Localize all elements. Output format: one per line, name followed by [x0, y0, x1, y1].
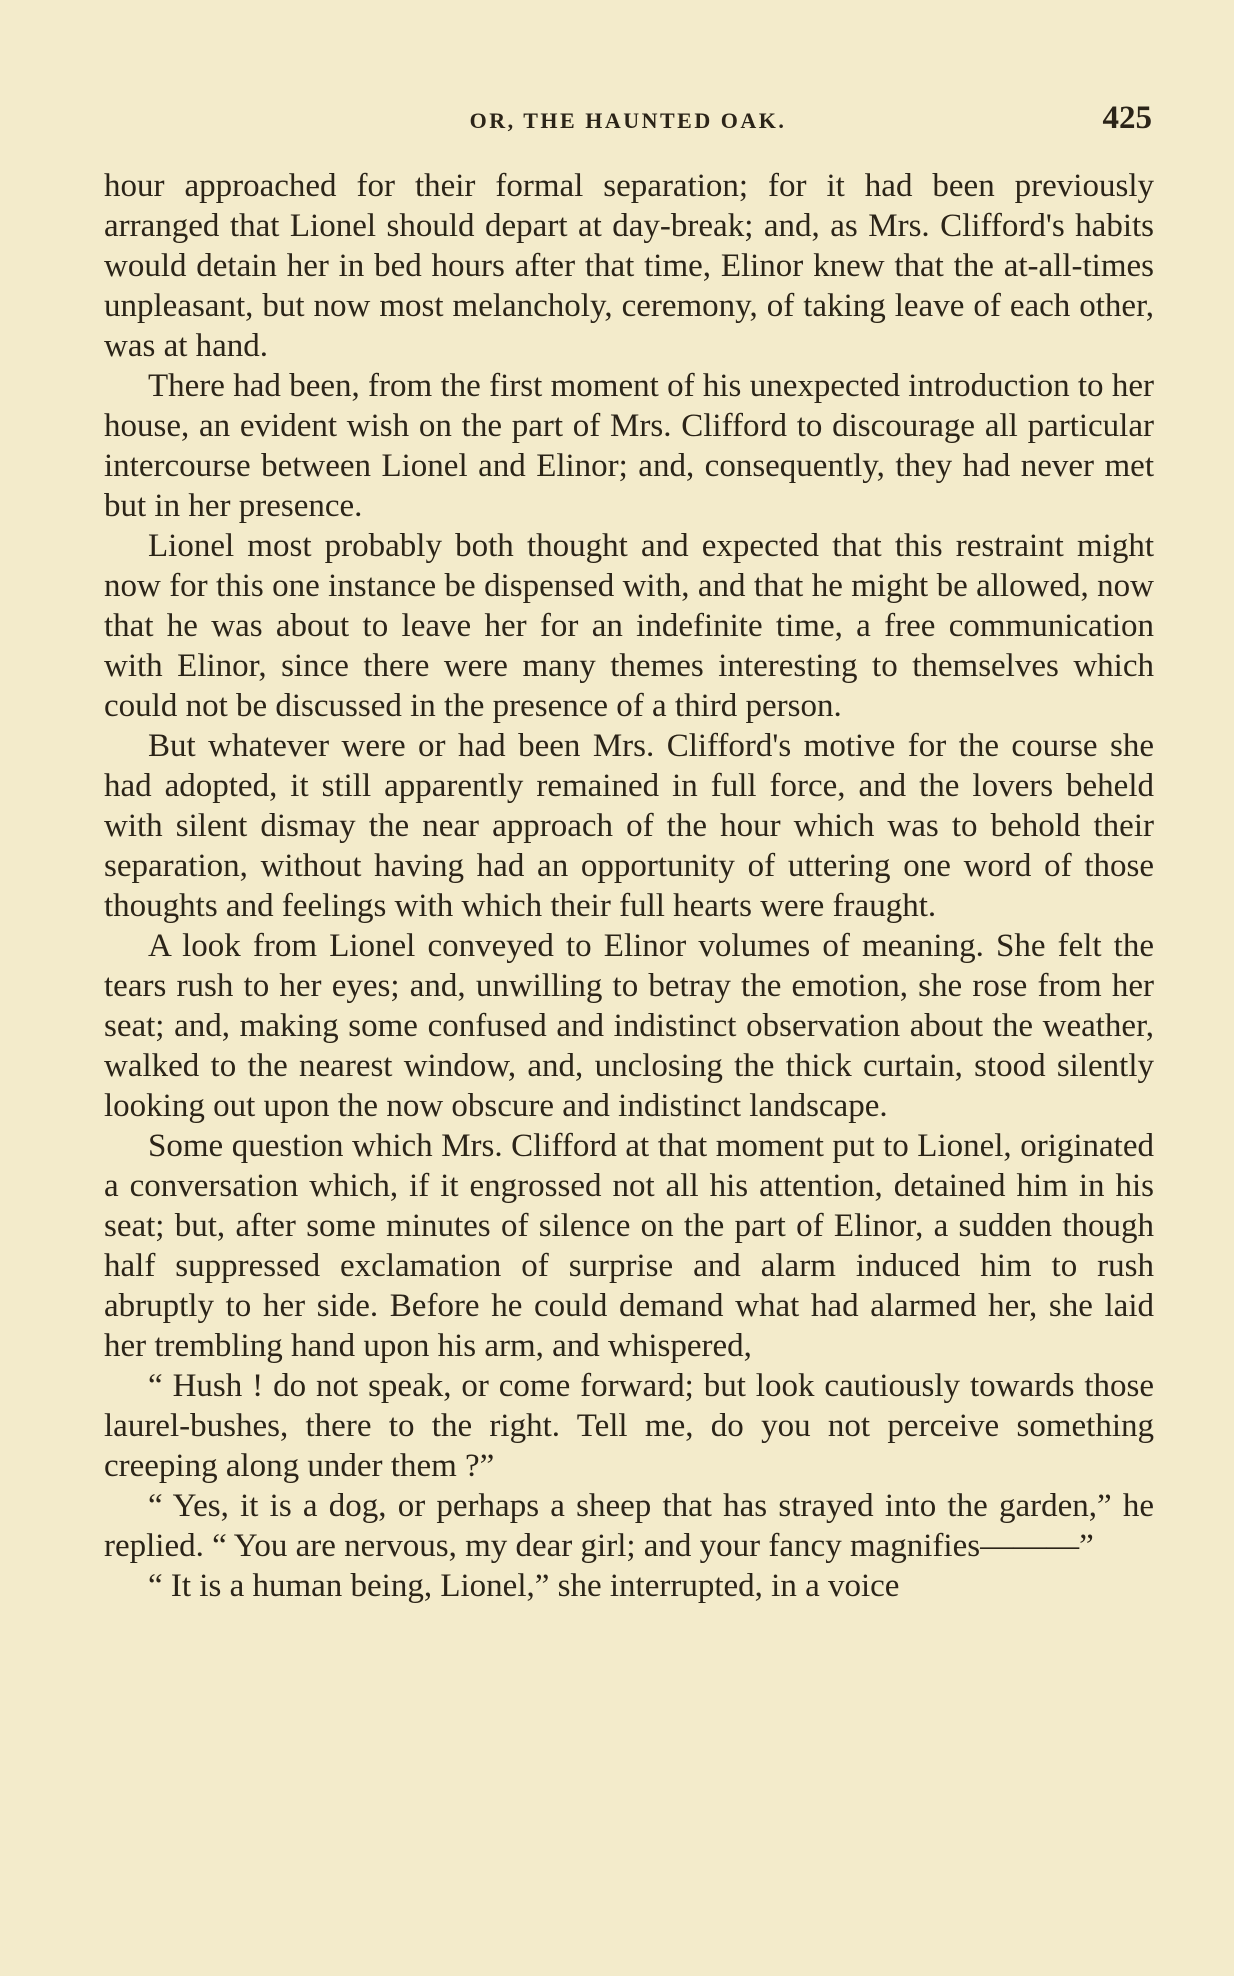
page-number: 425 — [1102, 100, 1152, 136]
page-header — [104, 96, 1152, 146]
paragraph: Some question which Mrs. Clifford at that moment put to Lionel, originated a conversation which, if it engrossed not all his attention, detained him in his seat; but, after some minutes of silence on the part of Elinor, a sudden though half suppressed exclamation of surprise and alarm induced him to rush abruptly to her side. Before he could demand what had alarmed her, she laid her trembling hand upon his arm, and whispered, — [104, 1128, 1154, 1364]
paragraph: Lionel most probably both thought and expected that this restraint might now for this one instance be dispensed with, and that he might be allowed, now that he was about to leave her for an indefinite time, a free communication with Elinor, since there were many themes interesting to themselves which could not be discussed in the presence of a third person. — [104, 528, 1154, 724]
paragraph: But whatever were or had been Mrs. Clifford's motive for the course she had adopted, it still apparently remained in full force, and the lovers beheld with silent dismay the near approach of the hour which was to behold their separation, without having had an opportunity of uttering one word of those thoughts and feelings with which their full hearts were fraught. — [104, 728, 1154, 924]
paragraph: There had been, from the first moment of his unexpected introduction to her house, an evident wish on the part of Mrs. Clifford to discourage all particular intercourse between Lionel and Elinor; and, consequently, they had never met but in her presence. — [104, 368, 1154, 524]
quote-paragraph: “ It is a human being, Lionel,” she interrupted, in a voice — [148, 1568, 900, 1604]
quote-paragraph: “ Hush ! do not speak, or come forward; but look cautiously towards those laurel-bushes, there to the right. Tell me, do you not perceive something creeping along under them ?” — [104, 1368, 1154, 1484]
quote-paragraph: “ Yes, it is a dog, or perhaps a sheep that has strayed into the garden,” he replied. “ You are nervous, my dear girl; and your fancy magnifies———” — [104, 1488, 1154, 1564]
paragraph: hour approached for their formal separation; for it had been previously arranged that Lionel should depart at day-break; and, as Mrs. Clifford's habits would detain her in bed hours after that time, Elinor knew that the at-all-times unpleasant, but now most melancholy, ceremony, of taking leave of each other, was at hand. — [104, 168, 1154, 364]
body-text — [104, 166, 1154, 1606]
paragraph: A look from Lionel conveyed to Elinor volumes of meaning. She felt the tears rush to her eyes; and, unwilling to betray the emotion, she rose from her seat; and, making some confused and indistinct observation about the weather, walked to the nearest window, and, unclosing the thick curtain, stood silently looking out upon the now obscure and indistinct landscape. — [104, 928, 1154, 1124]
running-title: OR, THE HAUNTED OAK. — [469, 108, 787, 133]
